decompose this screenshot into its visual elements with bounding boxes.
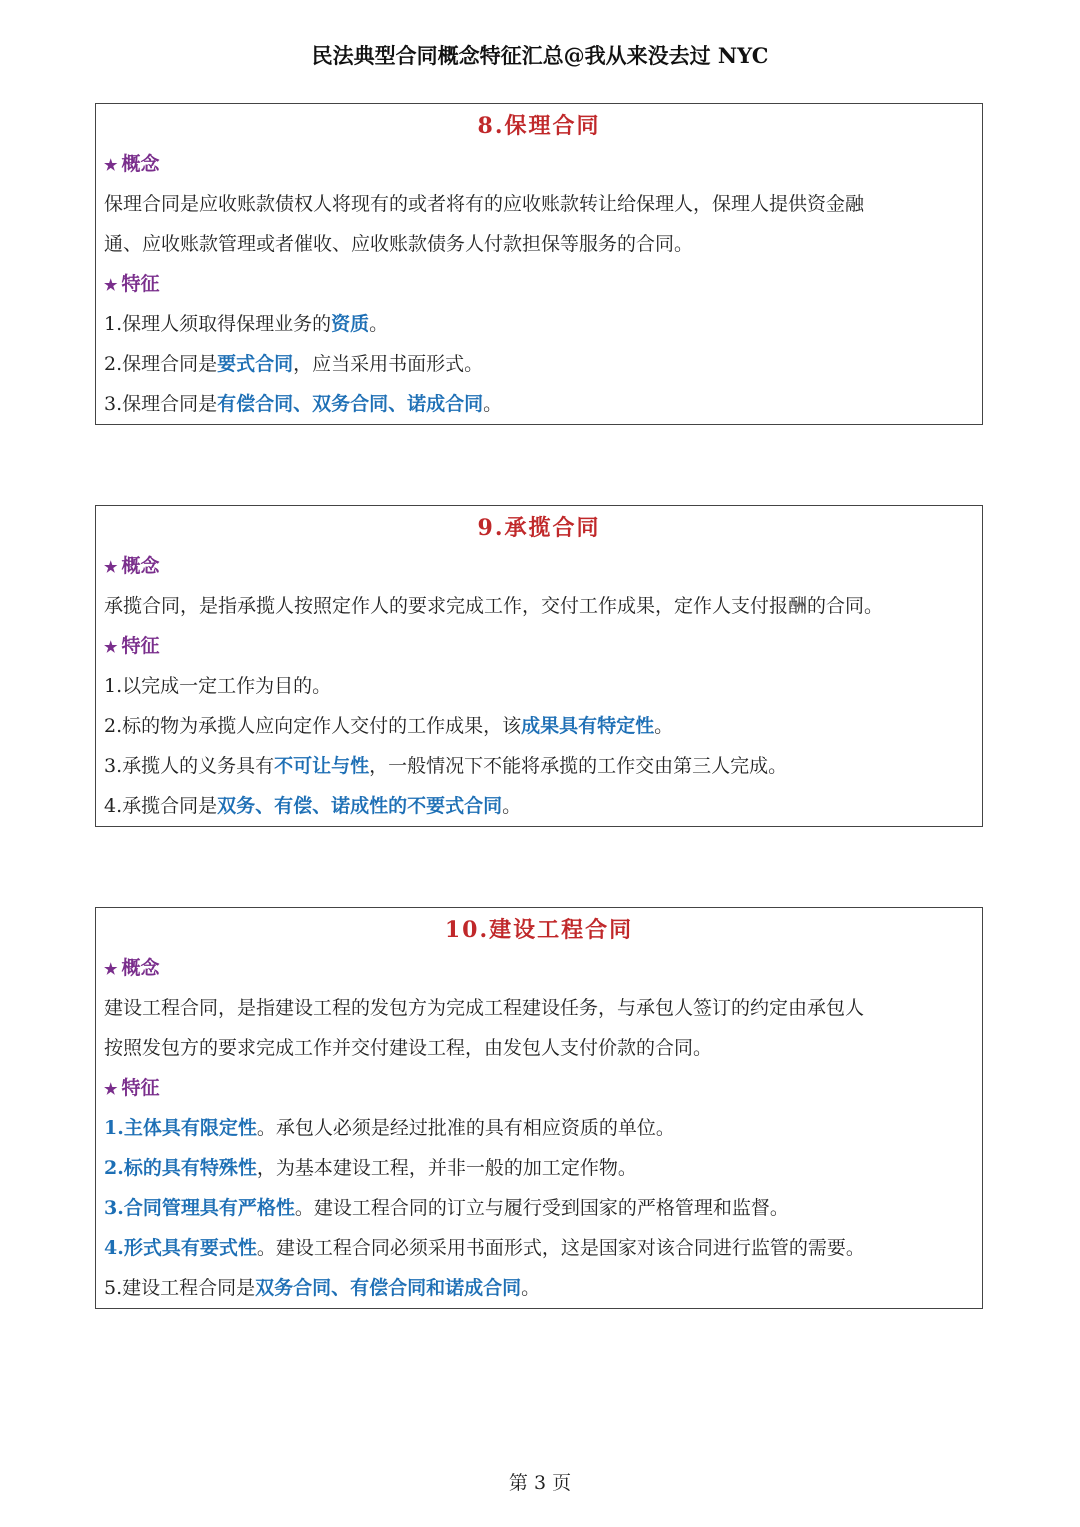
feature-text: 。 <box>369 313 389 335</box>
star-icon: ★ <box>104 156 118 174</box>
feature-text: 3.承揽人的义务具有 <box>104 755 275 777</box>
star-icon: ★ <box>104 638 118 656</box>
page-number: 第 3 页 <box>508 1472 572 1494</box>
highlight-text: 1.主体具有限定性 <box>104 1117 257 1139</box>
feature-text: 1.保理人须取得保理业务的 <box>104 313 332 335</box>
document-title: 民法典型合同概念特征汇总@我从来没去过 NYC <box>311 43 769 68</box>
feature-text: 。 <box>521 1277 541 1299</box>
section-heading <box>104 264 974 304</box>
feature-text: 。 <box>483 393 503 415</box>
feature-item <box>104 1268 974 1308</box>
heading-label: 概念 <box>121 957 160 979</box>
contract-section <box>95 103 983 425</box>
feature-text: 3.保理合同是 <box>104 393 218 415</box>
concept-text: 保理合同是应收账款债权人将现有的或者将有的应收账款转让给保理人，保理人提供资金融 <box>104 193 865 215</box>
feature-item <box>104 786 974 826</box>
feature-item <box>104 1108 974 1148</box>
star-icon: ★ <box>104 558 118 576</box>
heading-label: 特征 <box>121 1077 160 1099</box>
section-heading <box>104 948 974 988</box>
feature-text: 。承包人必须是经过批准的具有相应资质的单位。 <box>256 1117 675 1139</box>
feature-item <box>104 1228 974 1268</box>
highlight-text: 4.形式具有要式性 <box>104 1237 257 1259</box>
feature-item <box>104 746 974 786</box>
feature-text: 2.标的物为承揽人应向定作人交付的工作成果，该 <box>104 715 522 737</box>
heading-label: 特征 <box>121 635 160 657</box>
concept-text: 通、应收账款管理或者催收、应收账款债务人付款担保等服务的合同。 <box>104 233 694 255</box>
contract-section <box>95 907 983 1309</box>
section-heading <box>104 144 974 184</box>
heading-label: 特征 <box>121 273 160 295</box>
feature-text: 2.保理合同是 <box>104 353 218 375</box>
section-title: 10.建设工程合同 <box>444 917 634 943</box>
section-heading <box>104 626 974 666</box>
feature-text: ，一般情况下不能将承揽的工作交由第三人完成。 <box>369 755 788 777</box>
feature-text: 。 <box>654 715 674 737</box>
feature-item <box>104 384 974 424</box>
section-heading <box>104 546 974 586</box>
feature-item <box>104 304 974 344</box>
contract-section <box>95 505 983 827</box>
star-icon: ★ <box>104 276 118 294</box>
feature-item <box>104 1188 974 1228</box>
feature-item <box>104 706 974 746</box>
feature-text: ，为基本建设工程，并非一般的加工定作物。 <box>256 1157 637 1179</box>
feature-text: 。 <box>502 795 522 817</box>
feature-text: 5.建设工程合同是 <box>104 1277 256 1299</box>
highlight-text: 3.合同管理具有严格性 <box>104 1197 295 1219</box>
heading-label: 概念 <box>121 555 160 577</box>
feature-text: 。建设工程合同的订立与履行受到国家的严格管理和监督。 <box>294 1197 789 1219</box>
highlight-text: 2.标的具有特殊性 <box>104 1157 257 1179</box>
concept-text: 按照发包方的要求完成工作并交付建设工程，由发包人支付价款的合同。 <box>104 1037 713 1059</box>
highlight-text: 资质 <box>331 313 370 335</box>
highlight-text: 成果具有特定性 <box>521 715 655 737</box>
section-title: 8.保理合同 <box>477 113 601 139</box>
heading-label: 概念 <box>121 153 160 175</box>
feature-item <box>104 666 974 706</box>
highlight-text: 双务、有偿、诺成性的不要式合同 <box>217 795 503 817</box>
concept-text: 承揽合同，是指承揽人按照定作人的要求完成工作，交付工作成果，定作人支付报酬的合同。 <box>104 595 884 617</box>
feature-item <box>104 1148 974 1188</box>
concept-text: 建设工程合同，是指建设工程的发包方为完成工程建设任务，与承包人签订的约定由承包人 <box>104 997 865 1019</box>
feature-text: 1.以完成一定工作为目的。 <box>104 675 332 697</box>
highlight-text: 不可让与性 <box>274 755 370 777</box>
highlight-text: 双务合同、有偿合同和诺成合同 <box>255 1277 522 1299</box>
feature-text: 。建设工程合同必须采用书面形式，这是国家对该合同进行监管的需要。 <box>256 1237 865 1259</box>
feature-text: 4.承揽合同是 <box>104 795 218 817</box>
section-title: 9.承揽合同 <box>477 515 601 541</box>
star-icon: ★ <box>104 960 118 978</box>
highlight-text: 要式合同 <box>217 353 294 375</box>
highlight-text: 有偿合同、双务合同、诺成合同 <box>217 393 484 415</box>
feature-item <box>104 344 974 384</box>
section-heading <box>104 1068 974 1108</box>
star-icon: ★ <box>104 1080 118 1098</box>
feature-text: ，应当采用书面形式。 <box>293 353 484 375</box>
